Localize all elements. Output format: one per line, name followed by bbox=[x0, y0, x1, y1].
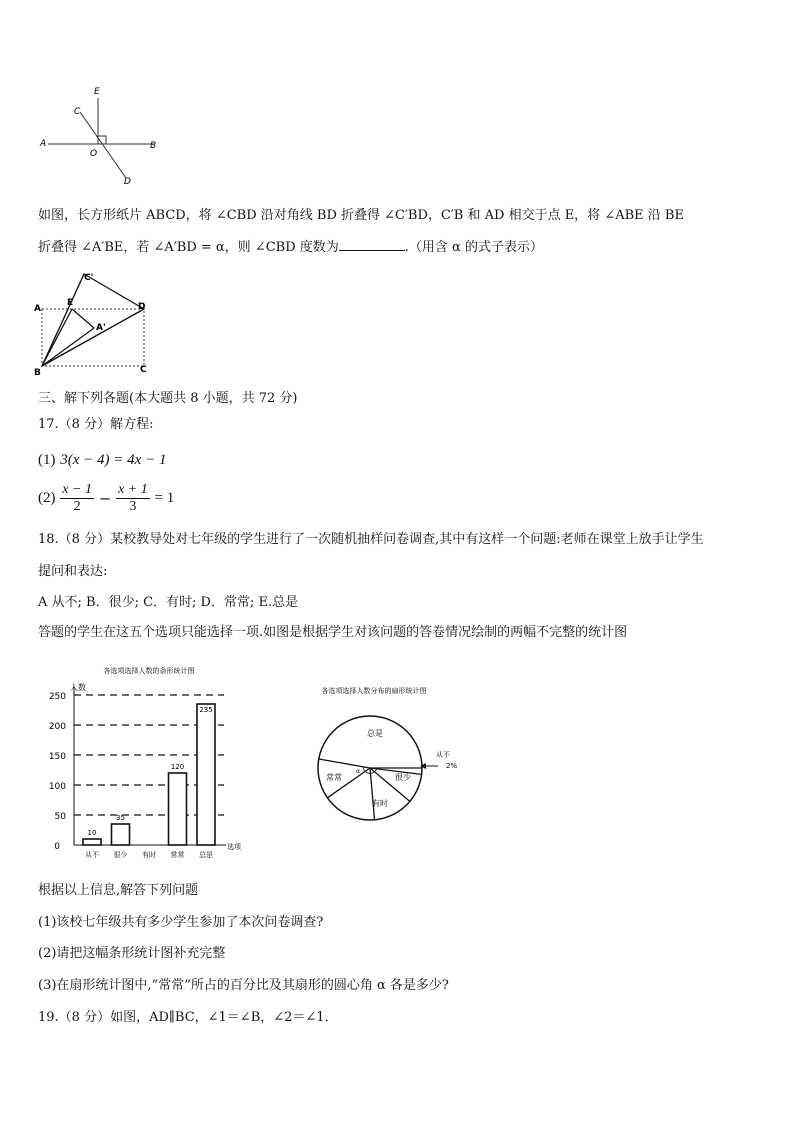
x-tick-label: 总是 bbox=[199, 851, 213, 859]
bar bbox=[112, 824, 130, 845]
bar-chart-xlabel: 选项 bbox=[227, 843, 241, 851]
q16-line2-part1: 折叠得 ∠A′BE，若 ∠A′BD = α，则 ∠CBD 度数为 bbox=[38, 240, 339, 255]
label-B: B bbox=[150, 141, 157, 151]
eq2-fraction-1: $\frac{x - 1}{2}$ bbox=[62, 482, 92, 514]
q16-line2-part2: .（用含 α 的式子表示） bbox=[404, 240, 543, 255]
q18-sub1: (1)该校七年级共有多少学生参加了本次问卷调查? bbox=[38, 915, 324, 930]
q18-sub2: (2)请把这幅条形统计图补充完整 bbox=[38, 946, 226, 961]
y-tick-label: 50 bbox=[54, 812, 66, 822]
y-tick-label: 250 bbox=[48, 692, 66, 702]
data-label: 235 bbox=[199, 706, 213, 714]
eq1-expression: 3(x − 4) = 4x − 1 bbox=[60, 452, 167, 468]
label-C: C bbox=[140, 365, 147, 375]
bar bbox=[169, 773, 187, 845]
x-tick-label: 从不 bbox=[85, 851, 99, 859]
eq2-minus: − bbox=[98, 489, 112, 508]
label-C-prime: C' bbox=[84, 273, 94, 283]
x-tick-label: 常常 bbox=[170, 851, 185, 859]
pie-chart bbox=[300, 680, 480, 850]
bar bbox=[197, 704, 215, 845]
slice-label: 常常 bbox=[326, 773, 342, 782]
label-E: E bbox=[94, 87, 100, 97]
y-tick-label: 100 bbox=[48, 782, 66, 792]
q18-options: A 从不; B．很少; C．有时; D．常常; E.总是 bbox=[38, 595, 299, 610]
q17-equation-1 bbox=[38, 450, 166, 469]
label-O: O bbox=[90, 149, 98, 159]
label-C: C bbox=[74, 107, 81, 117]
eq2-label: (2) bbox=[38, 490, 56, 506]
answer-blank bbox=[339, 238, 405, 251]
q19-text: 19.（8 分）如图，AD∥BC，∠1＝∠B，∠2＝∠1． bbox=[38, 1010, 338, 1025]
eq1-label: (1) bbox=[38, 452, 56, 468]
q18-line1: 18.（8 分）某校教导处对七年级的学生进行了一次随机抽样问卷调查,其中有这样一个问题:老师在课堂上放手让学生 bbox=[38, 532, 704, 547]
label-E: E bbox=[67, 298, 74, 308]
label-A: A bbox=[40, 139, 47, 149]
never-pct: 2% bbox=[446, 762, 458, 770]
slice-label: 有时 bbox=[372, 799, 388, 808]
bar-chart-title: 各选项选择人数的条形统计图 bbox=[103, 667, 195, 675]
bar-chart bbox=[34, 660, 264, 870]
bar bbox=[83, 839, 101, 845]
pie-chart-title: 各选项选择人数分布的扇形统计图 bbox=[321, 687, 427, 695]
q18-line2: 提问和表达: bbox=[38, 564, 108, 579]
figure-15-angles bbox=[36, 84, 166, 188]
never-label: 从不 bbox=[436, 751, 450, 759]
section-3-title: 三、解下列各题(本大题共 8 小题，共 72 分) bbox=[38, 391, 298, 406]
eq2-rhs: = 1 bbox=[154, 490, 175, 506]
bar-chart-ylabel: 人数 bbox=[70, 683, 86, 692]
label-A-prime: A' bbox=[96, 323, 106, 333]
q18-line4: 答题的学生在这五个选项只能选择一项.如图是根据学生对该问题的答卷情况绘制的两幅不完整的统计图 bbox=[38, 625, 628, 640]
angle-alpha-label: α bbox=[356, 768, 360, 775]
y-tick-label: 150 bbox=[48, 752, 66, 762]
data-label: 10 bbox=[87, 829, 97, 837]
q17-title: 17.（8 分）解方程: bbox=[38, 417, 154, 432]
data-label: 120 bbox=[170, 763, 185, 771]
slice-label: 很少 bbox=[395, 773, 411, 782]
label-B: B bbox=[34, 368, 41, 376]
y-tick-label: 200 bbox=[48, 722, 66, 732]
x-tick-label: 很少 bbox=[113, 851, 128, 859]
q18-sub3: (3)在扇形统计图中,“常常”所占的百分比及其扇形的圆心角 α 各是多少? bbox=[38, 978, 449, 993]
x-tick-label: 有时 bbox=[142, 851, 156, 859]
label-D: D bbox=[124, 177, 131, 187]
data-label: 35 bbox=[116, 814, 125, 822]
eq2-fraction-2: $\frac{x + 1}{3}$ bbox=[118, 482, 148, 514]
slice-label: 总是 bbox=[367, 729, 383, 738]
label-A: A bbox=[34, 304, 41, 314]
q18-after: 根据以上信息,解答下列问题 bbox=[38, 883, 199, 898]
y-tick-label: 0 bbox=[54, 842, 60, 852]
q16-line1: 如图，长方形纸片 ABCD，将 ∠CBD 沿对角线 BD 折叠得 ∠C′BD，C′B 和 AD 相交于点 E，将 ∠ABE 沿 BE bbox=[38, 208, 684, 223]
label-D: D bbox=[138, 302, 146, 312]
figure-16-rectangle-fold bbox=[32, 268, 162, 376]
q17-equation-2 bbox=[38, 482, 174, 515]
q16-line2 bbox=[38, 238, 543, 257]
